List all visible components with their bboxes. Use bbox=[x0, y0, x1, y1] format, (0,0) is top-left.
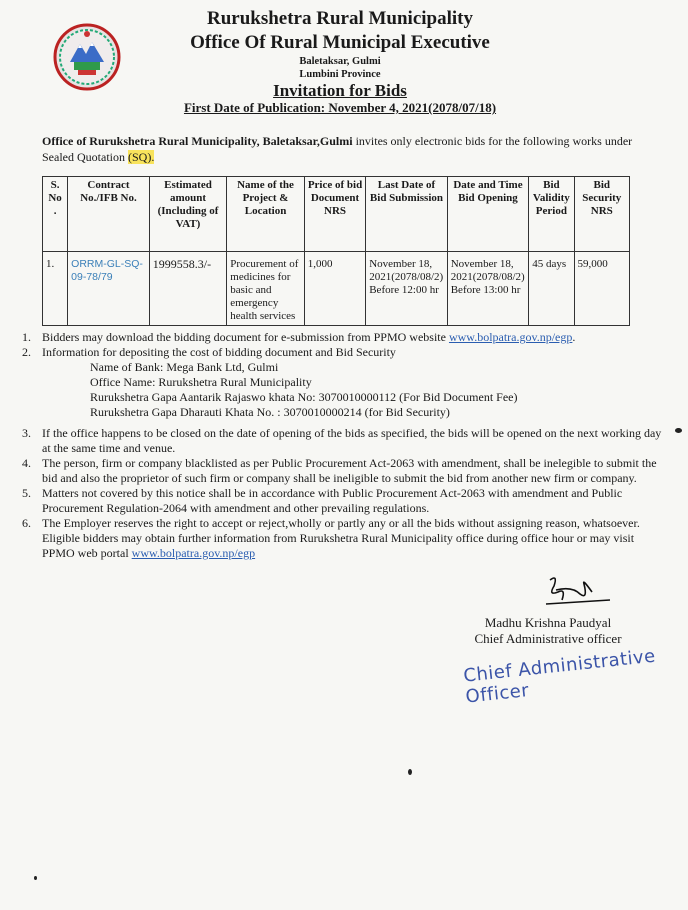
bolpatra-link[interactable]: www.bolpatra.gov.np/egp bbox=[448, 330, 573, 344]
cell-validity: 45 days bbox=[529, 252, 574, 326]
notice-title: Invitation for Bids bbox=[273, 81, 407, 100]
cell-amount: 1999558.3/- bbox=[149, 252, 227, 326]
scan-speck bbox=[34, 876, 37, 880]
list-item: 3. If the office happens to be closed on the date of opening of the bids as specified, the bids will be opened on the next working day at the same time and venue. bbox=[22, 426, 662, 455]
list-item: 4. The person, firm or company blacklisted as per Public Procurement Act-2063 with amendment, shall be inelegible to submit the bid and also the proprietor of such firm or company shall be ineligible to submit the bid from another new firm or company. bbox=[22, 456, 657, 485]
col-validity: Bid Validity Period bbox=[529, 177, 574, 252]
eligible-bidders-note: Eligible bidders may obtain further information from Rurukshetra Rural Municipality office during office hour or may visit PPMO web portal www.bolpatra.gov.np/egp bbox=[42, 531, 635, 560]
cell-price: 1,000 bbox=[304, 252, 365, 326]
ppmo-portal-link[interactable]: www.bolpatra.gov.np/egp bbox=[131, 546, 256, 560]
list-item: 5. Matters not covered by this notice shall be in accordance with Public Procurement Act-2063 with amendment and Public Procurement Regulation-2064 with amendment and other prevailing regulations. bbox=[22, 486, 623, 515]
col-amount: Estimated amount (Including of VAT) bbox=[149, 177, 227, 252]
municipality-name: Rurukshetra Rural Municipality bbox=[206, 8, 474, 29]
col-security: Bid Security NRS bbox=[574, 177, 629, 252]
address-line-2: Lumbini Province bbox=[299, 69, 381, 80]
notes-list bbox=[22, 330, 662, 561]
intro-paragraph bbox=[42, 133, 642, 165]
cell-opening: November 18, 2021(2078/08/2) Before 13:00 hr bbox=[447, 252, 529, 326]
signatory-name: Madhu Krishna Paudyal bbox=[484, 615, 612, 630]
list-item: 6. The Employer reserves the right to accept or reject,wholly or partly any or all the bids without assigning reason, whatsoever. bbox=[22, 516, 640, 530]
office-name-line: Office Name: Rurukshetra Rural Municipality bbox=[90, 375, 312, 389]
sq-highlight: (SQ). bbox=[127, 150, 155, 164]
scan-speck bbox=[675, 428, 682, 433]
khata-security: Rurukshetra Gapa Dharauti Khata No. : 3070010000214 (for Bid Security) bbox=[90, 405, 450, 419]
bank-name: Name of Bank: Mega Bank Ltd, Gulmi bbox=[90, 360, 279, 374]
publication-date: First Date of Publication: November 4, 2021(2078/07/18) bbox=[183, 100, 497, 115]
col-contract: Contract No./IFB No. bbox=[68, 177, 150, 252]
cell-last-date: November 18, 2021(2078/08/2) Before 12:00 hr bbox=[366, 252, 448, 326]
scan-speck bbox=[408, 769, 412, 775]
cell-security: 59,000 bbox=[574, 252, 629, 326]
signature-icon bbox=[536, 570, 616, 610]
col-opening: Date and Time Bid Opening bbox=[447, 177, 529, 252]
table-row bbox=[43, 252, 630, 326]
signatory-title: Chief Administrative officer bbox=[474, 631, 622, 646]
address-line-1: Baletaksar, Gulmi bbox=[299, 56, 381, 67]
cell-project: Procurement of medicines for basic and emergency health services bbox=[227, 252, 305, 326]
col-project: Name of the Project & Location bbox=[227, 177, 305, 252]
table-header-row bbox=[43, 177, 630, 252]
list-item: 2. Information for depositing the cost of bidding document and Bid Security bbox=[22, 345, 396, 359]
letterhead bbox=[0, 6, 688, 116]
signature-block bbox=[448, 570, 648, 647]
col-price: Price of bid Document NRS bbox=[304, 177, 365, 252]
col-last-date: Last Date of Bid Submission bbox=[366, 177, 448, 252]
designation-stamp: Chief Administrative Officer bbox=[462, 645, 657, 708]
intro-text: invites only electronic bids for the following works under Sealed Quotation bbox=[42, 134, 633, 164]
col-sno: S. No . bbox=[43, 177, 68, 252]
cell-contract: ORRM-GL-SQ-09-78/79 bbox=[68, 252, 150, 326]
office-name: Office Of Rural Municipal Executive bbox=[190, 32, 490, 53]
cell-sno: 1. bbox=[43, 252, 68, 326]
intro-office: Office of Rurukshetra Rural Municipality, Baletaksar,Gulmi bbox=[42, 134, 353, 148]
list-item: 1. Bidders may download the bidding document for e-submission from PPMO website www.bolpatra.gov.np/egp. bbox=[22, 330, 576, 344]
bids-table bbox=[42, 176, 630, 326]
khata-fee: Rurukshetra Gapa Aantarik Rajaswo khata No: 3070010000112 (For Bid Document Fee) bbox=[90, 390, 518, 404]
